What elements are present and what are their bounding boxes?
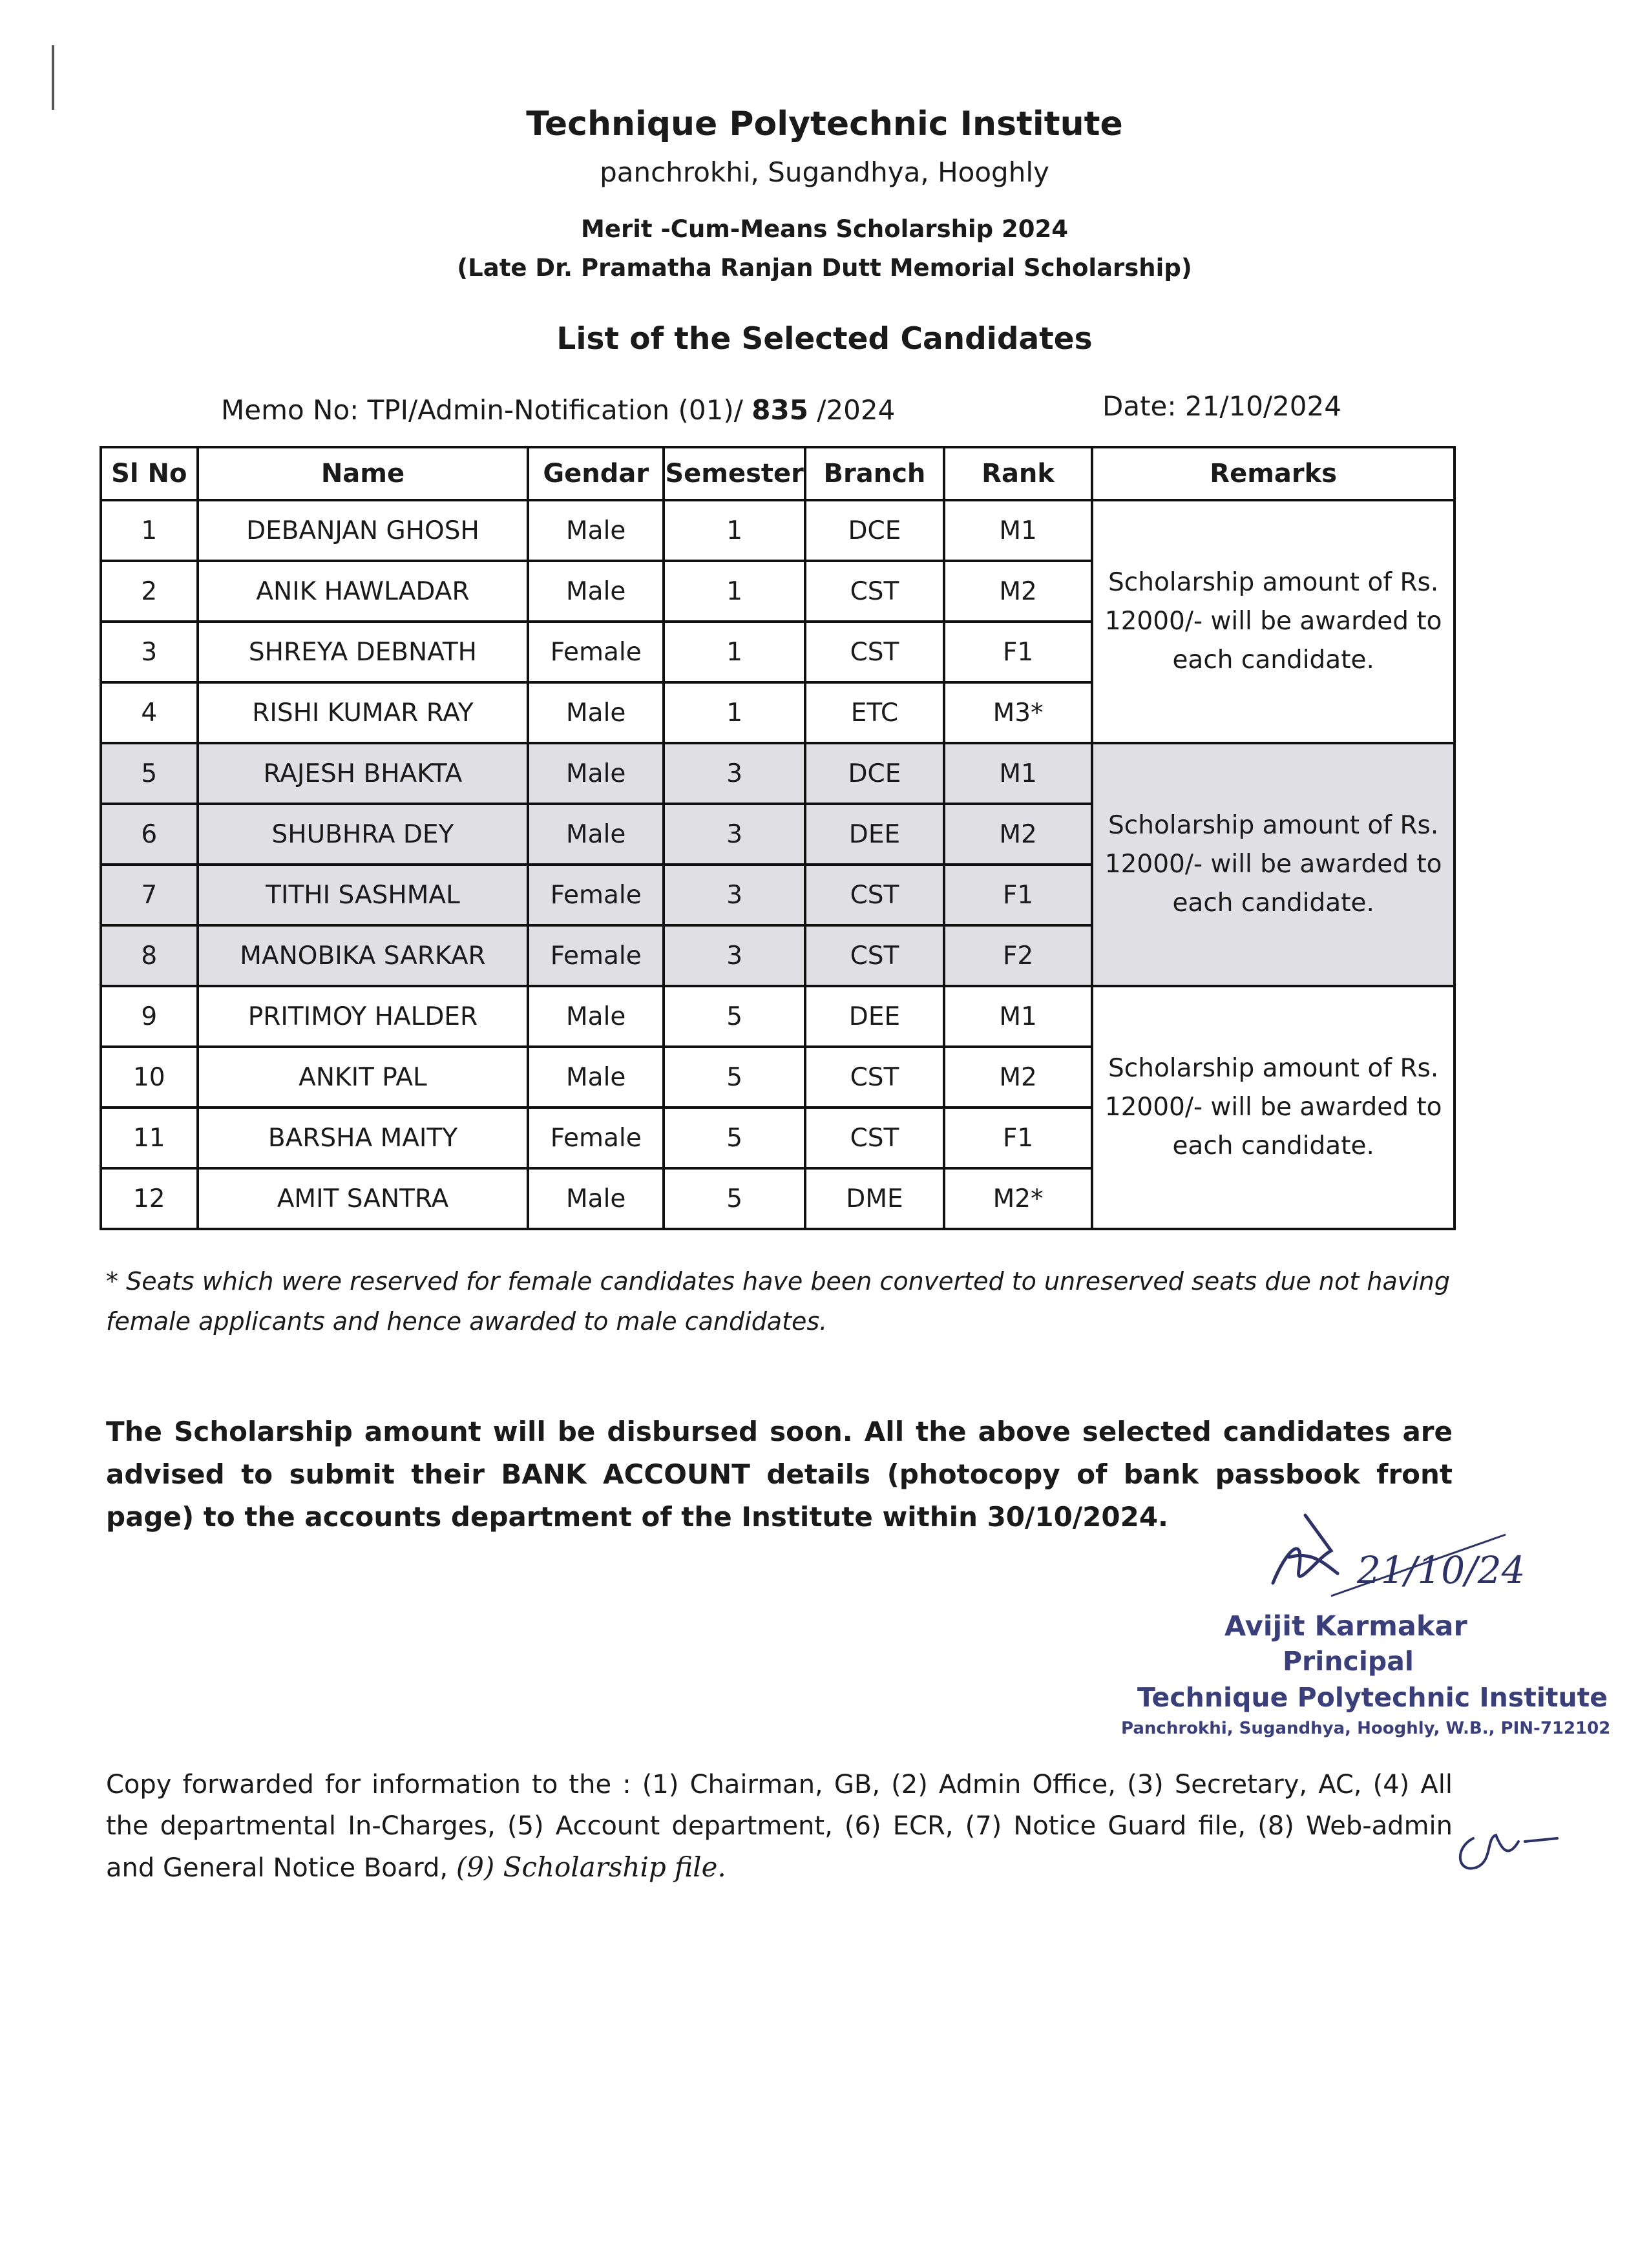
semester-cell: 5: [664, 1108, 805, 1168]
name-cell: ANKIT PAL: [198, 1047, 529, 1108]
branch-cell: CST: [805, 1108, 944, 1168]
institute-name: Technique Polytechnic Institute: [526, 105, 1123, 143]
name-cell: PRITIMOY HALDER: [198, 986, 529, 1047]
rank-cell: M1: [944, 743, 1092, 804]
sl-no-cell: 11: [101, 1108, 198, 1168]
rank-cell: M1: [944, 500, 1092, 561]
gender-cell: Male: [528, 743, 664, 804]
remarks-cell: Scholarship amount of Rs. 12000/- will be awarded to each candidate.: [1092, 986, 1455, 1229]
name-cell: AMIT SANTRA: [198, 1168, 529, 1229]
list-title: List of the Selected Candidates: [556, 321, 1093, 357]
gender-cell: Female: [528, 1108, 664, 1168]
gender-cell: Male: [528, 1047, 664, 1108]
memo-date: Date: 21/10/2024: [1102, 390, 1341, 422]
memo-number: [221, 394, 895, 426]
table-row: [101, 986, 1455, 1047]
semester-cell: 3: [664, 865, 805, 925]
copy-forwarded-text: Copy forwarded for information to the : (1) Chairman, GB, (2) Admin Office, (3) Secretary, AC, (4) All the departmental In-Charges, (5) Account department, (6) ECR, (7) Notice Guard file, (8) Web-admin and General Notice Board,: [106, 1770, 1453, 1883]
name-cell: ANIK HAWLADAR: [198, 561, 529, 622]
column-header: Sl No: [101, 447, 198, 500]
rank-cell: F2: [944, 925, 1092, 986]
sl-no-cell: 5: [101, 743, 198, 804]
name-cell: RISHI KUMAR RAY: [198, 682, 529, 743]
table-row: [101, 743, 1455, 804]
gender-cell: Female: [528, 622, 664, 682]
semester-cell: 1: [664, 682, 805, 743]
semester-cell: 1: [664, 561, 805, 622]
rank-cell: F1: [944, 622, 1092, 682]
signatory-name: Avijit Karmakar: [1224, 1610, 1467, 1643]
semester-cell: 1: [664, 622, 805, 682]
name-cell: MANOBIKA SARKAR: [198, 925, 529, 986]
column-header: Rank: [944, 447, 1092, 500]
rank-cell: M2: [944, 1047, 1092, 1108]
gender-cell: Male: [528, 682, 664, 743]
disbursement-notice: The Scholarship amount will be disbursed soon. All the above selected candidates are advised to submit their BANK ACCOUNT details (photocopy of bank passbook front page) to the accounts department of the Institute within 30/10/2024.: [106, 1416, 1453, 1533]
name-cell: TITHI SASHMAL: [198, 865, 529, 925]
branch-cell: DME: [805, 1168, 944, 1229]
branch-cell: CST: [805, 1047, 944, 1108]
sl-no-cell: 8: [101, 925, 198, 986]
gender-cell: Female: [528, 865, 664, 925]
rank-cell: M1: [944, 986, 1092, 1047]
footnote: * Seats which were reserved for female candidates have been converted to unreserved seats due not having female applicants and hence awarded to male candidates.: [106, 1267, 1450, 1336]
scholarship-title: Merit -Cum-Means Scholarship 2024: [581, 215, 1068, 243]
sl-no-cell: 7: [101, 865, 198, 925]
rank-cell: M2: [944, 804, 1092, 865]
branch-cell: ETC: [805, 682, 944, 743]
table-body: [101, 500, 1455, 1229]
column-header: Gendar: [528, 447, 664, 500]
sl-no-cell: 4: [101, 682, 198, 743]
rank-cell: F1: [944, 865, 1092, 925]
branch-cell: DEE: [805, 804, 944, 865]
name-cell: RAJESH BHAKTA: [198, 743, 529, 804]
branch-cell: DEE: [805, 986, 944, 1047]
sl-no-cell: 10: [101, 1047, 198, 1108]
gender-cell: Male: [528, 804, 664, 865]
signatory-title: Principal: [1283, 1646, 1414, 1677]
rank-cell: M2: [944, 561, 1092, 622]
scan-edge-mark: [52, 45, 54, 110]
gender-cell: Male: [528, 986, 664, 1047]
table-row: [101, 500, 1455, 561]
column-header: Branch: [805, 447, 944, 500]
column-header: Name: [198, 447, 529, 500]
candidates-table: [100, 446, 1456, 1230]
signatory-address: Panchrokhi, Sugandhya, Hooghly, W.B., PIN-712102: [1121, 1719, 1611, 1738]
memo-number-value: 835: [751, 394, 808, 426]
semester-cell: 5: [664, 986, 805, 1047]
handwritten-signature: [1260, 1512, 1531, 1609]
name-cell: SHREYA DEBNATH: [198, 622, 529, 682]
gender-cell: Male: [528, 500, 664, 561]
memo-suffix: /2024: [808, 394, 896, 426]
signatory-institute: Technique Polytechnic Institute: [1137, 1682, 1608, 1713]
branch-cell: CST: [805, 925, 944, 986]
semester-cell: 3: [664, 804, 805, 865]
sl-no-cell: 9: [101, 986, 198, 1047]
branch-cell: CST: [805, 622, 944, 682]
copy-forwarded: [106, 1764, 1453, 1889]
sl-no-cell: 1: [101, 500, 198, 561]
branch-cell: DCE: [805, 500, 944, 561]
remarks-cell: Scholarship amount of Rs. 12000/- will be awarded to each candidate.: [1092, 500, 1455, 743]
rank-cell: M2*: [944, 1168, 1092, 1229]
semester-cell: 3: [664, 743, 805, 804]
rank-cell: F1: [944, 1108, 1092, 1168]
semester-cell: 5: [664, 1047, 805, 1108]
handwritten-initials: [1447, 1812, 1577, 1884]
remarks-cell: Scholarship amount of Rs. 12000/- will be awarded to each candidate.: [1092, 743, 1455, 986]
semester-cell: 3: [664, 925, 805, 986]
institute-address: panchrokhi, Sugandhya, Hooghly: [600, 156, 1049, 188]
name-cell: SHUBHRA DEY: [198, 804, 529, 865]
name-cell: DEBANJAN GHOSH: [198, 500, 529, 561]
column-header: Semester: [664, 447, 805, 500]
sl-no-cell: 6: [101, 804, 198, 865]
sl-no-cell: 12: [101, 1168, 198, 1229]
scholarship-subtitle: (Late Dr. Pramatha Ranjan Dutt Memorial Scholarship): [457, 254, 1192, 282]
column-header: Remarks: [1092, 447, 1455, 500]
copy-forwarded-handwritten: (9) Scholarship file.: [456, 1851, 726, 1883]
handwritten-date: 21/10/24: [1357, 1548, 1526, 1592]
memo-prefix: Memo No: TPI/Admin-Notification (01)/: [221, 394, 752, 426]
table-header-row: [101, 447, 1455, 500]
semester-cell: 1: [664, 500, 805, 561]
sl-no-cell: 3: [101, 622, 198, 682]
branch-cell: DCE: [805, 743, 944, 804]
gender-cell: Male: [528, 561, 664, 622]
branch-cell: CST: [805, 561, 944, 622]
semester-cell: 5: [664, 1168, 805, 1229]
sl-no-cell: 2: [101, 561, 198, 622]
gender-cell: Male: [528, 1168, 664, 1229]
gender-cell: Female: [528, 925, 664, 986]
branch-cell: CST: [805, 865, 944, 925]
name-cell: BARSHA MAITY: [198, 1108, 529, 1168]
rank-cell: M3*: [944, 682, 1092, 743]
